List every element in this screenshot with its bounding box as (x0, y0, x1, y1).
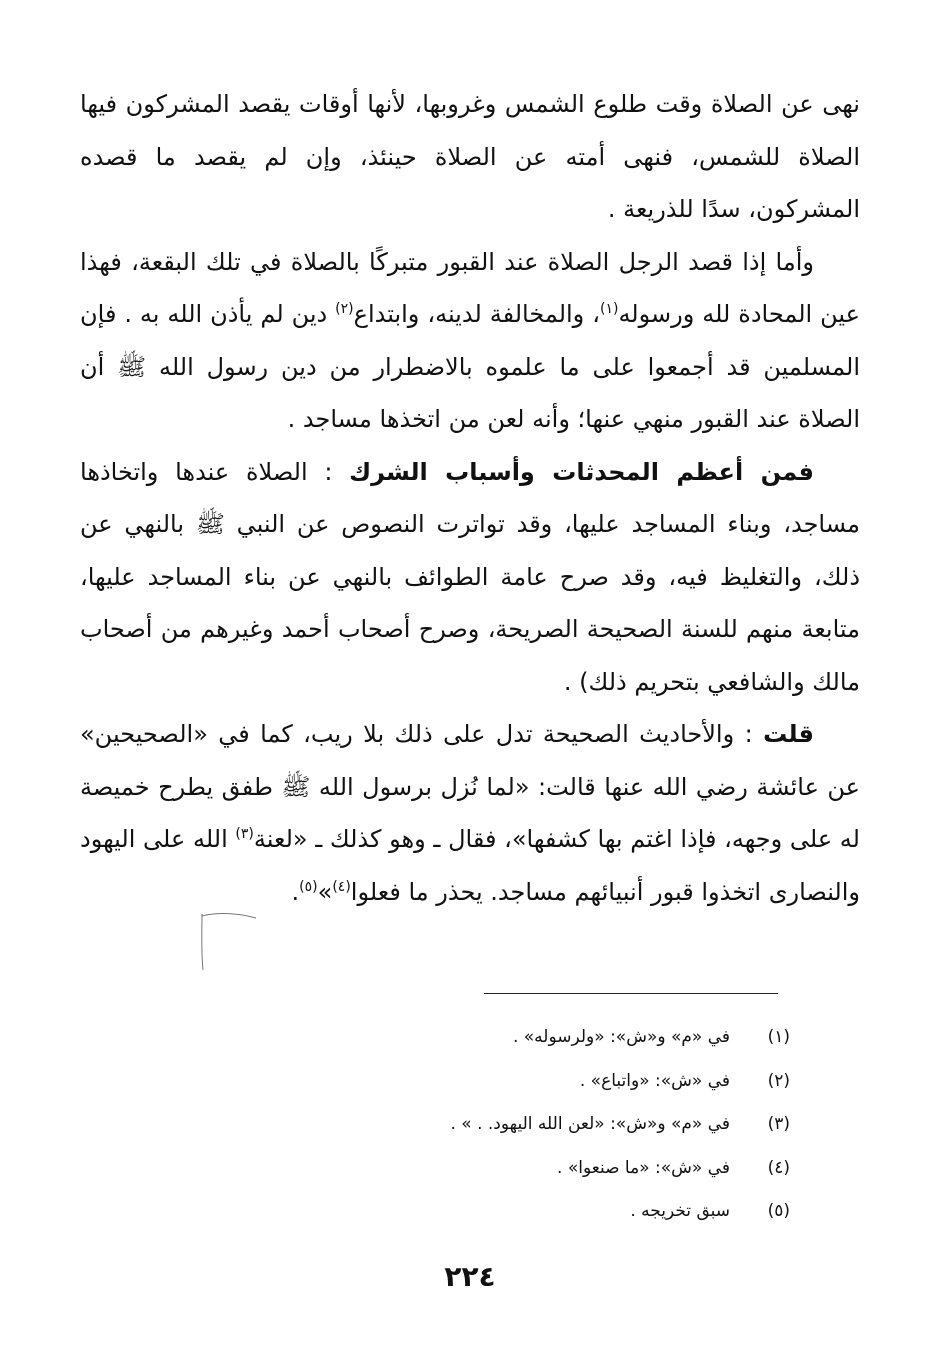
footnote-divider (484, 993, 778, 994)
footnote-3 (290, 1103, 790, 1147)
paragraph-3-body: : الصلاة عندها واتخاذها مساجد، وبناء المساجد عليها، وقد تواترت النصوص عن النبي ﷺ بالنهي عن ذلك، والتغليظ فيه، وقد صرح عامة الطوائف بالنهي عن بناء المساجد عليها، متابعة منهم للسنة الصحيحة الصريحة، وصرح أصحاب أحمد وغيرهم من أصحاب مالك والشافعي بتحريم ذلك) . (80, 457, 860, 696)
footnote-text: في «ش»: «ما صنعوا» . (557, 1157, 730, 1178)
footnote-number: (٣) (767, 1114, 790, 1134)
paragraph-3 (80, 446, 860, 709)
footnote-number: (٥) (767, 1201, 790, 1221)
footnote-1 (290, 1016, 790, 1060)
paragraph-4-body-b: الله على اليهود والنصارى اتخذوا قبور أنبيائهم مساجد. يحذر ما فعلوا (80, 825, 860, 906)
paragraph-2: وأما إذا قصد الرجل الصلاة عند القبور متبركًا بالصلاة في تلك البقعة، فهذا عين المحادة لله ورسوله$^{(١)}$، والمخالفة لدينه، وابتداع$^{(٢)}$ دين لم يأذن الله به . فإن المسلمين قد أجمعوا على ما علموه بالاضطرار من دين رسول الله ﷺ أن الصلاة عند القبور منهي عنها؛ وأنه لعن من اتخذها مساجد . (80, 247, 860, 433)
paragraph-3-heading: فمن أعظم المحدثات وأسباب الشرك (349, 457, 815, 486)
closing-period: . (291, 877, 300, 906)
paragraph-4-heading: قلت (763, 720, 814, 748)
pencil-mark (198, 910, 258, 972)
footnote-text: في «م» و«ش»: «ولرسوله» . (512, 1027, 730, 1047)
footnote-ref-5[interactable]: (٥) (299, 878, 318, 895)
main-text (80, 78, 860, 918)
footnote-text: في «ش»: «واتباع» . (579, 1070, 730, 1091)
footnote-ref-4[interactable]: (٤) (332, 878, 351, 895)
footnote-ref-2[interactable]: (٢) (335, 301, 354, 317)
footnote-2 (290, 1060, 790, 1104)
footnote-text: سبق تخريجه . (630, 1201, 730, 1221)
footnote-number: (٤) (767, 1157, 790, 1178)
footnote-5 (290, 1190, 790, 1234)
footnote-ref-3[interactable]: (٣) (235, 826, 254, 842)
closing-quote: » (317, 877, 333, 906)
paragraph-4-body-a: : والأحاديث الصحيحة تدل على ذلك بلا ريب، كما في «الصحيحين» عن عائشة رضي الله عنها قالت: «لما نُزل برسول الله ﷺ طفق يطرح خميصة له على وجهه، فإذا اغتم بها كشفها»، فقال ـ وهو كذلك ـ «لعنة (80, 720, 860, 853)
paragraph-2-part-b: والمخالفة لدينه، وابتداع (353, 300, 585, 328)
paragraph-2-part-c: دين لم يأذن الله به . فإن المسلمين قد أجمعوا على ما علموه بالاضطرار من دين رسول الله ﷺ أن الصلاة عند القبور منهي عنها؛ وأنه لعن من اتخذها مساجد . (80, 300, 860, 433)
footnote-number: (١) (767, 1027, 790, 1047)
footnote-text: في «م» و«ش»: «لعن الله اليهود. . » . (450, 1114, 730, 1134)
page-number: ٢٢٤ (444, 1260, 496, 1293)
footnotes (290, 1016, 790, 1234)
paragraph-2-start: وأما إذا قصد الرجل الصلاة عند القبور متبركًا بالصلاة في تلك البقعة، (131, 247, 814, 276)
paragraph-1: نهى عن الصلاة وقت طلوع الشمس وغروبها، لأنها أوقات يقصد المشركون فيها الصلاة للشمس، فنهى أمته عن الصلاة حينئذ، وإن لم يقصد ما قصده المشركون، سدًا للذريعة . (80, 90, 860, 223)
paragraph-2-part-a: فهذا عين المحادة لله ورسوله (80, 247, 860, 328)
paragraph-4 (80, 708, 860, 918)
footnote-4 (290, 1147, 790, 1191)
footnote-ref-1[interactable]: (١) (599, 301, 619, 317)
footnote-number: (٢) (767, 1070, 790, 1091)
